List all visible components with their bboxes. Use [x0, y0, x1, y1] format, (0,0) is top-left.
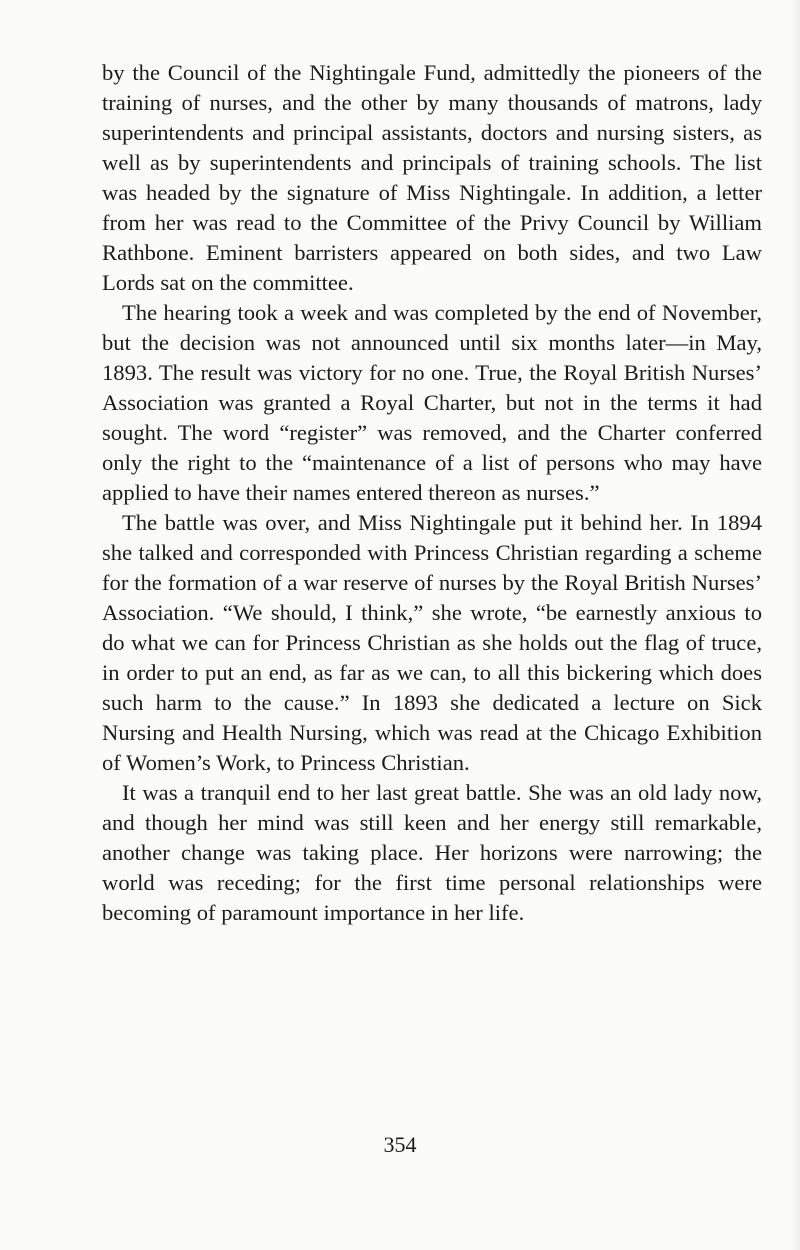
paragraph-hearing: The hearing took a week and was completed by the end of November, but the decision was not announced until six months later—in May, 1893. The result was victory for no one. True, the Royal British Nurses’ Association was granted a Royal Charter, but not in the terms it had sought. The word “register” was removed, and the Charter conferred only the right to the “maintenance of a list of persons who may have applied to have their names entered thereon as nurses.”: [102, 300, 762, 505]
paragraph-tranquil-end: It was a tranquil end to her last great battle. She was an old lady now, and though her mind was still keen and her energy still remarkable, another change was taking place. Her horizons were narrowing; the world was receding; for the first time personal relationships were becoming of paramount importance in her life.: [102, 780, 762, 925]
body-text: [102, 58, 762, 928]
paragraph-continued: by the Council of the Nightingale Fund, admittedly the pioneers of the training of nurses, and the other by many thousands of matrons, lady superintendents and principal assistants, doctors and nursing sisters, as well as by superintendents and principals of training schools. The list was headed by the signature of Miss Nightingale. In addition, a letter from her was read to the Committee of the Privy Council by William Rathbone. Eminent barristers appeared on both sides, and two Law Lords sat on the committee.: [102, 60, 762, 295]
paragraph-battle-over: The battle was over, and Miss Nightingale put it behind her. In 1894 she talked and corresponded with Princess Christian regarding a scheme for the formation of a war reserve of nurses by the Royal British Nurses’ Association. “We should, I think,” she wrote, “be earnestly anxious to do what we can for Princess Christian as she holds out the flag of truce, in order to put an end, as far as we can, to all this bickering which does such harm to the cause.” In 1893 she dedicated a lecture on Sick Nursing and Health Nursing, which was read at the Chicago Exhibition of Women’s Work, to Princess Christian.: [102, 510, 762, 775]
page-number: 354: [383, 1132, 417, 1157]
page-edge-shadow: [792, 0, 800, 1250]
